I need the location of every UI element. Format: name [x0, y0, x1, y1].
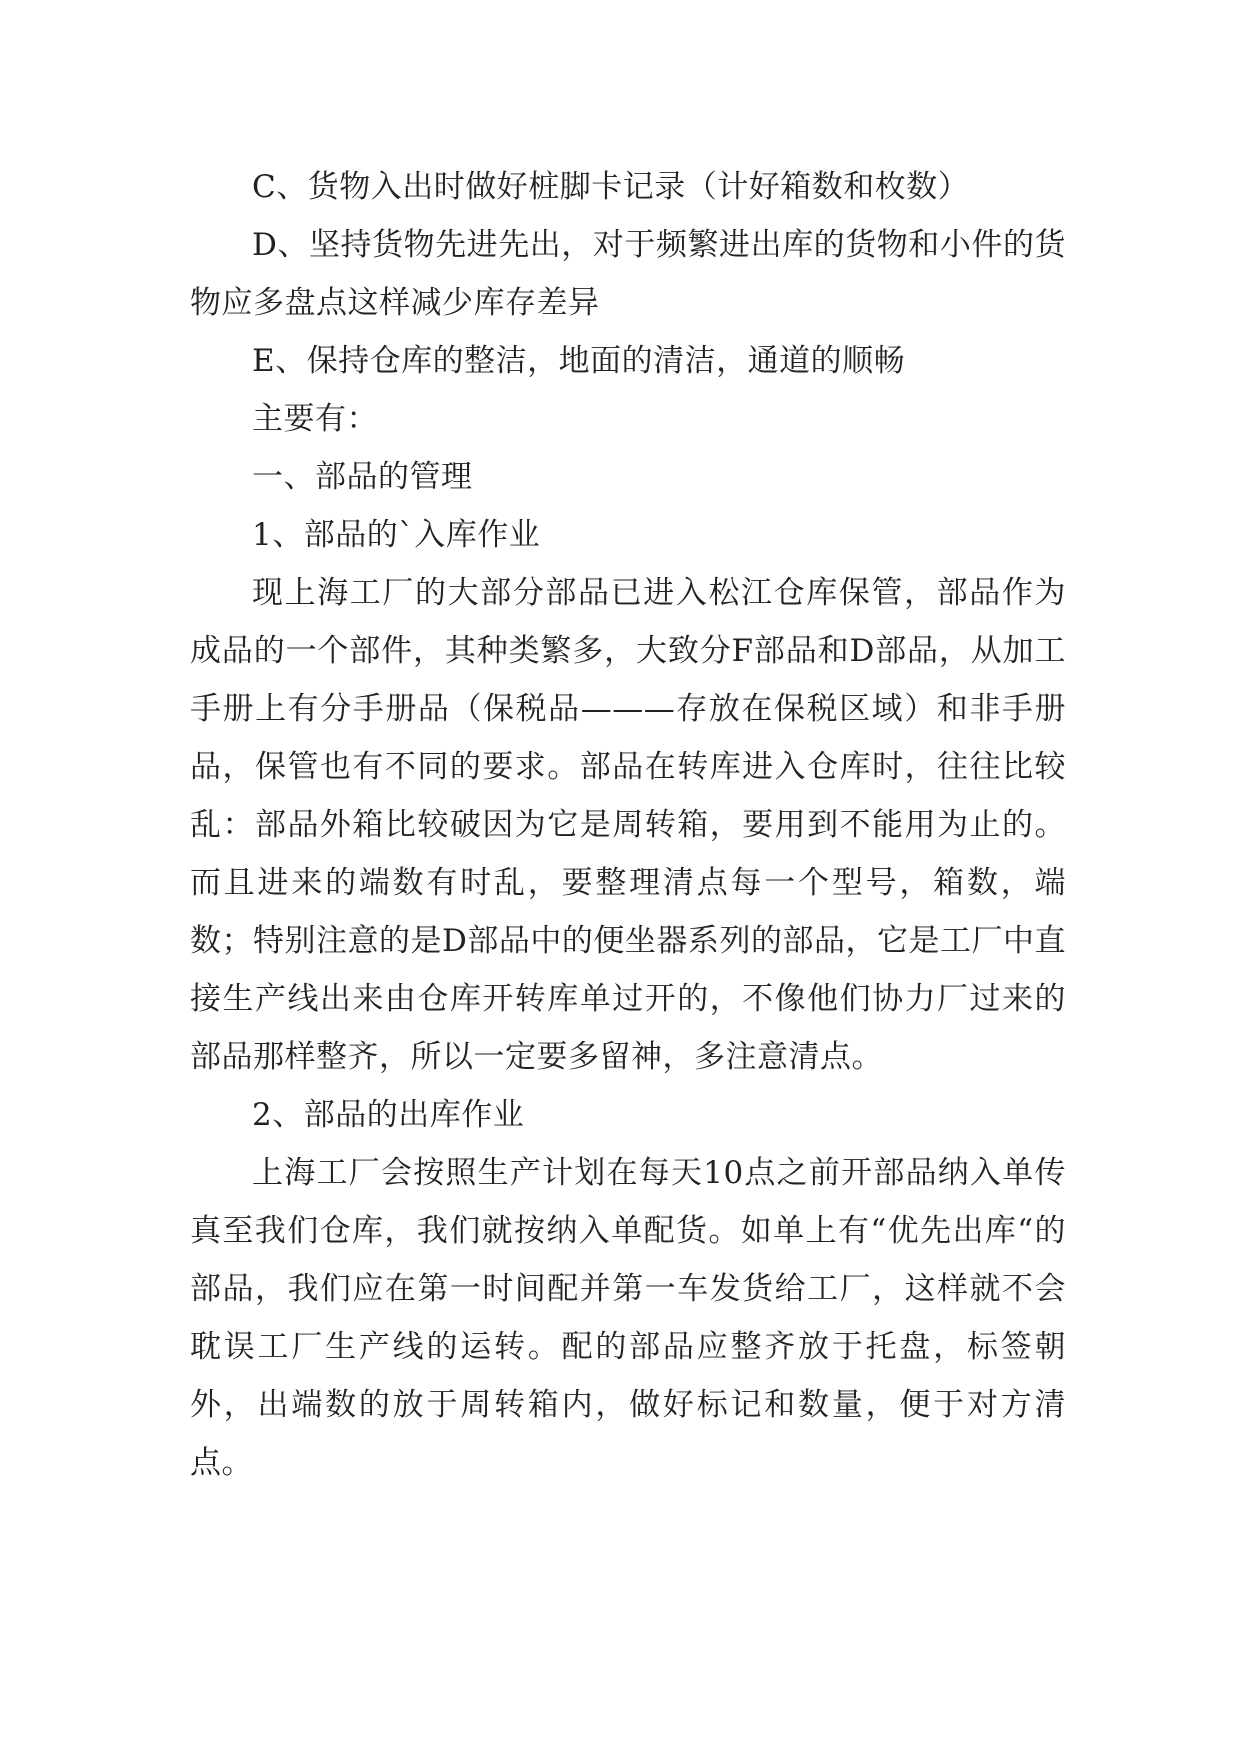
paragraph-item-e: E、保持仓库的整洁，地面的清洁，通道的顺畅	[252, 343, 906, 379]
paragraph-item-d: D、坚持货物先进先出，对于频繁进出库的货物和小件的货物应多盘点这样减少库存差异	[190, 227, 1066, 321]
paragraph-main-points: 主要有：	[252, 401, 378, 437]
subsection-heading-outbound: 2、部品的出库作业	[252, 1097, 525, 1133]
paragraph-item-c: C、货物入出时做好桩脚卡记录（计好箱数和枚数）	[252, 169, 970, 205]
section-heading-parts-management: 一、部品的管理	[252, 459, 473, 495]
paragraph-outbound-body: 上海工厂会按照生产计划在每天10点之前开部品纳入单传真至我们仓库，我们就按纳入单配货。如单上有“优先出库“的部品，我们应在第一时间配并第一车发货给工厂，这样就不会耽误工厂生产线的运转。配的部品应整齐放于托盘，标签朝外，出端数的放于周转箱内，做好标记和数量，便于对方清点。	[190, 1155, 1066, 1481]
document-body	[190, 158, 1066, 1492]
subsection-heading-inbound: 1、部品的`入库作业	[252, 517, 541, 553]
paragraph-inbound-body: 现上海工厂的大部分部品已进入松江仓库保管，部品作为成品的一个部件，其种类繁多，大致分F部品和D部品，从加工手册上有分手册品（保税品———存放在保税区域）和非手册品，保管也有不同的要求。部品在转库进入仓库时，往往比较乱：部品外箱比较破因为它是周转箱，要用到不能用为止的。而且进来的端数有时乱，要整理清点每一个型号，箱数，端数；特别注意的是D部品中的便坐器系列的部品，它是工厂中直接生产线出来由仓库开转库单过开的，不像他们协力厂过来的部品那样整齐，所以一定要多留神，多注意清点。	[190, 575, 1066, 1075]
